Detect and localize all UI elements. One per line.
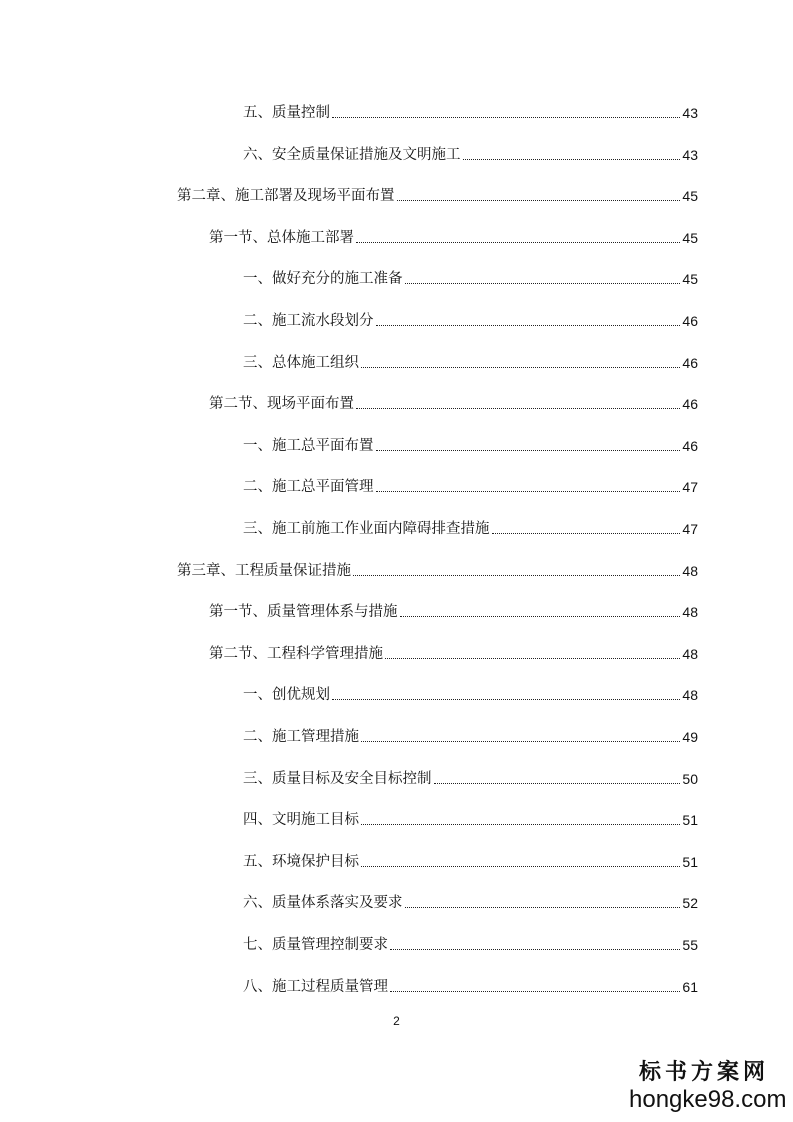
toc-entry — [243, 809, 698, 831]
toc-entry-page: 46 — [682, 355, 698, 371]
toc-entry-page: 48 — [682, 687, 698, 703]
toc-dot-leader — [376, 325, 681, 326]
toc-entry — [243, 518, 698, 540]
toc-entry — [243, 352, 698, 374]
toc-entry-label: 二、施工总平面管理 — [243, 479, 374, 495]
toc-dot-leader — [376, 450, 681, 451]
toc-entry — [243, 102, 698, 124]
toc-entry-label: 七、质量管理控制要求 — [243, 937, 388, 953]
toc-entry-page: 51 — [682, 812, 698, 828]
toc-dot-leader — [356, 408, 680, 409]
toc-entry — [243, 892, 698, 914]
page-number: 2 — [393, 1014, 400, 1028]
toc-entry-page: 55 — [682, 937, 698, 953]
toc-dot-leader — [405, 907, 681, 908]
toc-dot-leader — [390, 949, 680, 950]
toc-entry-label: 第三章、工程质量保证措施 — [177, 563, 351, 579]
toc-entry-page: 43 — [682, 105, 698, 121]
toc-entry-label: 五、质量控制 — [243, 105, 330, 121]
toc-entry — [243, 768, 698, 790]
toc-entry-page: 51 — [682, 854, 698, 870]
toc-entry-page: 45 — [682, 271, 698, 287]
watermark-logo — [629, 1058, 787, 1114]
toc-entry — [243, 851, 698, 873]
toc-entry — [243, 310, 698, 332]
toc-dot-leader — [356, 242, 680, 243]
toc-entry-label: 三、施工前施工作业面内障碍排查措施 — [243, 521, 490, 537]
watermark-url: hongke98.com — [629, 1086, 787, 1113]
toc-entry-page: 48 — [682, 646, 698, 662]
toc-entry-label: 六、安全质量保证措施及文明施工 — [243, 147, 461, 163]
toc-entry — [177, 185, 698, 207]
toc-entry-label: 二、施工管理措施 — [243, 729, 359, 745]
toc-dot-leader — [405, 283, 681, 284]
toc-entry — [243, 976, 698, 998]
toc-entry-label: 八、施工过程质量管理 — [243, 979, 388, 995]
toc-dot-leader — [361, 741, 680, 742]
toc-dot-leader — [332, 117, 680, 118]
toc-entry-label: 三、总体施工组织 — [243, 355, 359, 371]
toc-entry-label: 第二节、工程科学管理措施 — [209, 646, 383, 662]
toc-dot-leader — [463, 159, 681, 160]
toc-entry-page: 45 — [682, 230, 698, 246]
toc-entry-page: 49 — [682, 729, 698, 745]
toc-entry — [209, 643, 698, 665]
toc-entry-label: 二、施工流水段划分 — [243, 313, 374, 329]
toc-entry — [243, 435, 698, 457]
toc-dot-leader — [361, 824, 680, 825]
toc-dot-leader — [353, 575, 680, 576]
toc-dot-leader — [385, 658, 680, 659]
toc-dot-leader — [390, 991, 680, 992]
toc-entry-page: 48 — [682, 563, 698, 579]
toc-dot-leader — [332, 699, 680, 700]
toc-entry-page: 43 — [682, 147, 698, 163]
toc-entry-label: 第一节、质量管理体系与措施 — [209, 604, 398, 620]
watermark-title: 标书方案网 — [638, 1059, 769, 1085]
toc-dot-leader — [400, 616, 681, 617]
toc-entry-label: 三、质量目标及安全目标控制 — [243, 771, 432, 787]
toc-entry — [243, 934, 698, 956]
toc-entry-page: 47 — [682, 479, 698, 495]
toc-dot-leader — [434, 783, 681, 784]
toc-entry-page: 61 — [682, 979, 698, 995]
toc-entry-label: 五、环境保护目标 — [243, 854, 359, 870]
toc-entry — [243, 726, 698, 748]
toc-entry — [209, 601, 698, 623]
toc-entry-page: 48 — [682, 604, 698, 620]
toc-dot-leader — [397, 200, 681, 201]
toc-entry — [243, 144, 698, 166]
toc-entry-label: 第一节、总体施工部署 — [209, 230, 354, 246]
toc-entry-label: 六、质量体系落实及要求 — [243, 895, 403, 911]
toc-entry-label: 一、创优规划 — [243, 687, 330, 703]
toc-entry — [243, 684, 698, 706]
toc-entry — [243, 268, 698, 290]
toc-entry — [209, 227, 698, 249]
toc-entry-page: 46 — [682, 438, 698, 454]
toc-entry — [243, 476, 698, 498]
toc-entry-label: 第二节、现场平面布置 — [209, 396, 354, 412]
toc-entry-page: 45 — [682, 188, 698, 204]
toc-entry-label: 第二章、施工部署及现场平面布置 — [177, 188, 395, 204]
toc-entry — [209, 393, 698, 415]
toc-dot-leader — [361, 367, 680, 368]
toc-entry — [177, 560, 698, 582]
toc-entry-label: 一、施工总平面布置 — [243, 438, 374, 454]
toc-entry-page: 50 — [682, 771, 698, 787]
toc-dot-leader — [492, 533, 681, 534]
toc-entry-label: 一、做好充分的施工准备 — [243, 271, 403, 287]
toc-entry-page: 52 — [682, 895, 698, 911]
toc-entry-page: 46 — [682, 313, 698, 329]
toc-dot-leader — [376, 491, 681, 492]
toc-entry-page: 47 — [682, 521, 698, 537]
toc-entry-label: 四、文明施工目标 — [243, 812, 359, 828]
toc-dot-leader — [361, 866, 680, 867]
toc-entry-page: 46 — [682, 396, 698, 412]
